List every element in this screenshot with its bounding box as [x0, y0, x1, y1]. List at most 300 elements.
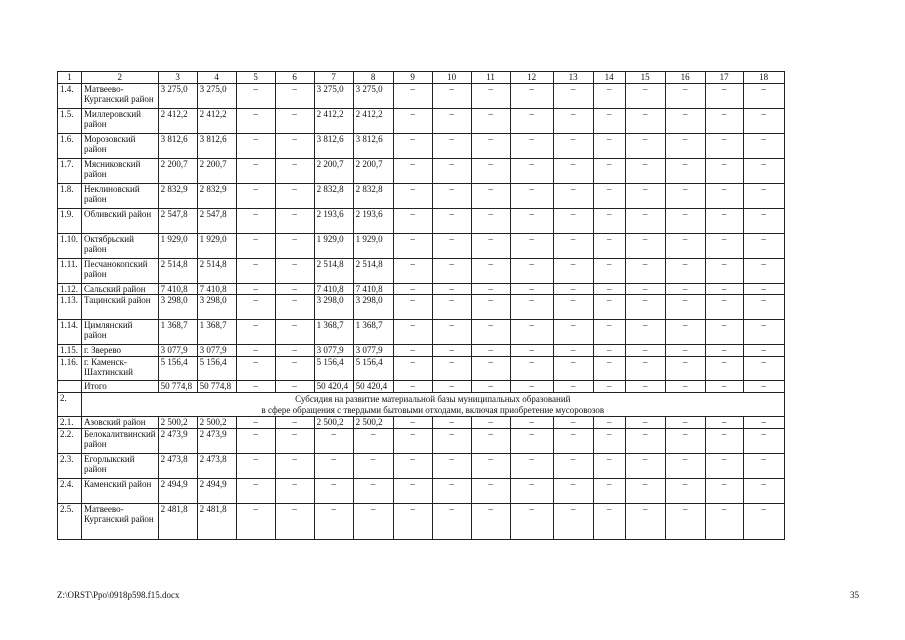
value-cell: 1 368,7 — [353, 320, 393, 345]
value-cell: 3 077,9 — [314, 345, 353, 357]
value-cell: – — [432, 209, 471, 234]
value-cell: – — [743, 84, 784, 109]
value-cell: – — [665, 234, 705, 259]
value-cell: 2 193,6 — [353, 209, 393, 234]
value-cell: – — [593, 159, 625, 184]
footer-page-number: 35 — [850, 590, 859, 600]
value-cell: – — [743, 381, 784, 393]
value-cell: – — [743, 184, 784, 209]
value-cell: – — [432, 357, 471, 381]
value-cell: – — [275, 134, 314, 159]
row-name: Итого — [82, 381, 159, 393]
row-name: Егорлыкский район — [82, 454, 159, 479]
table-row — [58, 209, 785, 234]
value-cell: – — [510, 209, 553, 234]
value-cell: – — [275, 345, 314, 357]
value-cell: – — [510, 84, 553, 109]
value-cell: – — [471, 84, 510, 109]
value-cell: 2 200,7 — [353, 159, 393, 184]
value-cell: – — [593, 234, 625, 259]
value-cell: – — [510, 134, 553, 159]
value-cell: 2 473,9 — [197, 429, 236, 454]
value-cell: 2 200,7 — [158, 159, 197, 184]
value-cell: – — [432, 134, 471, 159]
table-row — [58, 134, 785, 159]
value-cell: – — [432, 429, 471, 454]
value-cell: 3 812,6 — [197, 134, 236, 159]
value-cell: – — [236, 345, 275, 357]
value-cell: – — [393, 109, 432, 134]
value-cell: – — [665, 454, 705, 479]
value-cell: 50 420,4 — [314, 381, 353, 393]
value-cell: – — [432, 184, 471, 209]
table-row — [58, 109, 785, 134]
value-cell: – — [275, 295, 314, 320]
value-cell: – — [743, 284, 784, 295]
header-cell: 12 — [510, 72, 553, 84]
value-cell: 3 812,6 — [158, 134, 197, 159]
value-cell: – — [553, 429, 593, 454]
value-cell: – — [743, 345, 784, 357]
value-cell: 7 410,8 — [314, 284, 353, 295]
value-cell: 2 500,2 — [353, 417, 393, 429]
value-cell: – — [625, 209, 665, 234]
value-cell: – — [353, 504, 393, 540]
section-number: 2. — [58, 393, 82, 417]
value-cell: 2 200,7 — [314, 159, 353, 184]
value-cell: – — [471, 381, 510, 393]
row-name: Матвеево-Курганский район — [82, 504, 159, 540]
value-cell: 2 193,6 — [314, 209, 353, 234]
value-cell: 2 481,8 — [158, 504, 197, 540]
row-number: 1.11. — [58, 259, 82, 284]
value-cell: – — [553, 184, 593, 209]
value-cell: 3 298,0 — [158, 295, 197, 320]
value-cell: – — [236, 381, 275, 393]
header-cell: 1 — [58, 72, 82, 84]
value-cell: – — [743, 259, 784, 284]
value-cell: – — [743, 479, 784, 504]
value-cell: – — [665, 429, 705, 454]
value-cell: – — [353, 454, 393, 479]
value-cell: – — [236, 454, 275, 479]
value-cell: – — [275, 417, 314, 429]
value-cell: 2 832,8 — [314, 184, 353, 209]
value-cell: – — [665, 504, 705, 540]
section-title — [82, 393, 785, 417]
value-cell: – — [471, 504, 510, 540]
row-number: 1.9. — [58, 209, 82, 234]
value-cell: 1 929,0 — [353, 234, 393, 259]
value-cell: – — [705, 429, 743, 454]
value-cell: 3 275,0 — [197, 84, 236, 109]
value-cell: – — [471, 259, 510, 284]
header-cell: 8 — [353, 72, 393, 84]
value-cell: – — [393, 84, 432, 109]
value-cell: 3 275,0 — [158, 84, 197, 109]
header-cell: 6 — [275, 72, 314, 84]
value-cell: – — [393, 357, 432, 381]
value-cell: – — [593, 429, 625, 454]
table-row — [58, 159, 785, 184]
value-cell: – — [625, 109, 665, 134]
value-cell: – — [553, 479, 593, 504]
value-cell: – — [553, 381, 593, 393]
value-cell: 1 929,0 — [158, 234, 197, 259]
value-cell: – — [510, 417, 553, 429]
value-cell: – — [510, 109, 553, 134]
value-cell: 3 298,0 — [353, 295, 393, 320]
value-cell: 2 832,9 — [197, 184, 236, 209]
section-title-line1: Субсидия на развитие материальной базы муниципальных образований — [295, 394, 571, 404]
value-cell: – — [471, 357, 510, 381]
value-cell: – — [665, 345, 705, 357]
value-cell: – — [705, 84, 743, 109]
value-cell: – — [625, 504, 665, 540]
value-cell: – — [743, 504, 784, 540]
data-table — [57, 71, 785, 540]
value-cell: 2 514,8 — [158, 259, 197, 284]
table-row — [58, 295, 785, 320]
value-cell: – — [471, 134, 510, 159]
value-cell: – — [743, 134, 784, 159]
value-cell: – — [275, 479, 314, 504]
section-header-row — [58, 393, 785, 417]
header-cell: 13 — [553, 72, 593, 84]
value-cell: – — [705, 381, 743, 393]
row-number: 2.1. — [58, 417, 82, 429]
row-number: 1.4. — [58, 84, 82, 109]
value-cell: – — [275, 159, 314, 184]
row-number: 1.8. — [58, 184, 82, 209]
row-name: г. Зверево — [82, 345, 159, 357]
value-cell: – — [625, 284, 665, 295]
value-cell: 3 077,9 — [197, 345, 236, 357]
value-cell: – — [743, 159, 784, 184]
value-cell: – — [236, 84, 275, 109]
value-cell: – — [593, 504, 625, 540]
value-cell: – — [314, 479, 353, 504]
value-cell: – — [705, 417, 743, 429]
value-cell: – — [393, 259, 432, 284]
value-cell: – — [705, 504, 743, 540]
value-cell: – — [625, 381, 665, 393]
row-number: 1.13. — [58, 295, 82, 320]
value-cell: – — [665, 381, 705, 393]
value-cell: 2 514,8 — [314, 259, 353, 284]
row-name: Мясниковский район — [82, 159, 159, 184]
value-cell: – — [705, 259, 743, 284]
value-cell: – — [705, 159, 743, 184]
value-cell: – — [510, 159, 553, 184]
value-cell: – — [432, 345, 471, 357]
value-cell: – — [553, 159, 593, 184]
row-name: Октябрьский район — [82, 234, 159, 259]
value-cell: – — [553, 504, 593, 540]
value-cell: – — [553, 209, 593, 234]
value-cell: – — [510, 429, 553, 454]
value-cell: – — [471, 109, 510, 134]
value-cell: – — [471, 159, 510, 184]
header-cell: 7 — [314, 72, 353, 84]
value-cell: 2 832,8 — [353, 184, 393, 209]
value-cell: – — [471, 345, 510, 357]
value-cell: – — [236, 234, 275, 259]
value-cell: – — [393, 417, 432, 429]
value-cell: – — [432, 234, 471, 259]
row-name: Матвеево-Курганский район — [82, 84, 159, 109]
value-cell: – — [705, 295, 743, 320]
value-cell: 3 275,0 — [353, 84, 393, 109]
value-cell: – — [625, 295, 665, 320]
value-cell: – — [665, 184, 705, 209]
footer-file-path: Z:\ORST\Ppo\0918p598.f15.docx — [57, 590, 180, 600]
value-cell: – — [665, 134, 705, 159]
value-cell: – — [625, 84, 665, 109]
value-cell: 7 410,8 — [353, 284, 393, 295]
value-cell: – — [553, 357, 593, 381]
value-cell: – — [625, 479, 665, 504]
row-number — [58, 381, 82, 393]
value-cell: – — [393, 345, 432, 357]
value-cell: – — [743, 454, 784, 479]
row-number: 2.3. — [58, 454, 82, 479]
value-cell: – — [432, 320, 471, 345]
value-cell: – — [275, 381, 314, 393]
value-cell: – — [236, 134, 275, 159]
value-cell: – — [393, 295, 432, 320]
value-cell: – — [743, 109, 784, 134]
value-cell: – — [275, 284, 314, 295]
value-cell: 2 200,7 — [197, 159, 236, 184]
value-cell: – — [314, 504, 353, 540]
row-name: Азовский район — [82, 417, 159, 429]
value-cell: – — [236, 184, 275, 209]
value-cell: – — [510, 284, 553, 295]
value-cell: – — [625, 259, 665, 284]
value-cell: – — [510, 259, 553, 284]
value-cell: – — [705, 320, 743, 345]
value-cell: 50 420,4 — [353, 381, 393, 393]
value-cell: – — [236, 357, 275, 381]
row-number: 1.7. — [58, 159, 82, 184]
value-cell: – — [553, 109, 593, 134]
value-cell: – — [553, 417, 593, 429]
value-cell: – — [553, 284, 593, 295]
value-cell: 2 494,9 — [197, 479, 236, 504]
row-number: 1.16. — [58, 357, 82, 381]
value-cell: 5 156,4 — [353, 357, 393, 381]
row-number: 1.12. — [58, 284, 82, 295]
header-row — [58, 72, 785, 84]
table-row — [58, 84, 785, 109]
value-cell: – — [393, 209, 432, 234]
value-cell: – — [593, 184, 625, 209]
value-cell: – — [665, 357, 705, 381]
value-cell: – — [471, 320, 510, 345]
value-cell: – — [510, 320, 553, 345]
value-cell: – — [275, 357, 314, 381]
value-cell: – — [471, 417, 510, 429]
value-cell: – — [275, 504, 314, 540]
table-row — [58, 504, 785, 540]
value-cell: – — [275, 84, 314, 109]
value-cell: – — [705, 209, 743, 234]
value-cell: – — [665, 295, 705, 320]
value-cell: – — [743, 234, 784, 259]
value-cell: – — [705, 234, 743, 259]
row-name: Каменский район — [82, 479, 159, 504]
row-name: Песчанокопский район — [82, 259, 159, 284]
value-cell: – — [432, 417, 471, 429]
value-cell: 2 473,9 — [158, 429, 197, 454]
value-cell: – — [510, 295, 553, 320]
value-cell: – — [705, 479, 743, 504]
value-cell: – — [593, 357, 625, 381]
value-cell: – — [236, 109, 275, 134]
value-cell: 50 774,8 — [158, 381, 197, 393]
value-cell: – — [393, 134, 432, 159]
header-cell: 9 — [393, 72, 432, 84]
value-cell: – — [275, 429, 314, 454]
value-cell: 3 812,6 — [314, 134, 353, 159]
value-cell: – — [236, 209, 275, 234]
value-cell: – — [471, 295, 510, 320]
table-row — [58, 259, 785, 284]
value-cell: – — [593, 320, 625, 345]
value-cell: – — [510, 345, 553, 357]
value-cell: – — [593, 345, 625, 357]
value-cell: – — [665, 417, 705, 429]
value-cell: – — [553, 454, 593, 479]
value-cell: 3 077,9 — [158, 345, 197, 357]
value-cell: – — [275, 320, 314, 345]
section-title-line2: в сфере обращения с твердыми бытовыми отходами, включая приобретение мусоровозов — [261, 405, 605, 415]
value-cell: – — [393, 320, 432, 345]
row-number: 2.5. — [58, 504, 82, 540]
value-cell: – — [471, 429, 510, 454]
value-cell: 50 774,8 — [197, 381, 236, 393]
table-row — [58, 184, 785, 209]
value-cell: 5 156,4 — [314, 357, 353, 381]
value-cell: – — [743, 429, 784, 454]
value-cell: – — [665, 479, 705, 504]
value-cell: – — [625, 134, 665, 159]
value-cell: – — [393, 284, 432, 295]
value-cell: – — [705, 184, 743, 209]
value-cell: – — [353, 479, 393, 504]
value-cell: 1 929,0 — [314, 234, 353, 259]
value-cell: – — [705, 454, 743, 479]
value-cell: 2 412,2 — [314, 109, 353, 134]
value-cell: – — [593, 84, 625, 109]
value-cell: 2 500,2 — [158, 417, 197, 429]
value-cell: 2 500,2 — [197, 417, 236, 429]
row-name: Миллеровский район — [82, 109, 159, 134]
row-number: 1.6. — [58, 134, 82, 159]
value-cell: – — [625, 357, 665, 381]
value-cell: – — [236, 417, 275, 429]
value-cell: – — [432, 159, 471, 184]
row-name: Белокалитвинский район — [82, 429, 159, 454]
row-name: Цимлянский район — [82, 320, 159, 345]
value-cell: – — [432, 284, 471, 295]
value-cell: – — [625, 184, 665, 209]
value-cell: – — [665, 259, 705, 284]
value-cell: – — [393, 479, 432, 504]
row-name: Тацинский район — [82, 295, 159, 320]
table-row — [58, 429, 785, 454]
value-cell: – — [393, 429, 432, 454]
value-cell: – — [593, 109, 625, 134]
value-cell: 2 412,2 — [353, 109, 393, 134]
value-cell: – — [553, 259, 593, 284]
value-cell: – — [236, 295, 275, 320]
value-cell: 1 368,7 — [314, 320, 353, 345]
table-row — [58, 234, 785, 259]
value-cell: – — [471, 234, 510, 259]
value-cell: – — [471, 209, 510, 234]
value-cell: – — [510, 504, 553, 540]
value-cell: 1 368,7 — [197, 320, 236, 345]
value-cell: – — [593, 454, 625, 479]
value-cell: 2 500,2 — [314, 417, 353, 429]
value-cell: – — [275, 234, 314, 259]
value-cell: – — [625, 417, 665, 429]
value-cell: – — [743, 357, 784, 381]
value-cell: – — [432, 381, 471, 393]
value-cell: – — [553, 84, 593, 109]
row-number: 1.5. — [58, 109, 82, 134]
value-cell: – — [593, 134, 625, 159]
value-cell: – — [510, 381, 553, 393]
header-cell: 17 — [705, 72, 743, 84]
value-cell: – — [432, 454, 471, 479]
row-number: 2.4. — [58, 479, 82, 504]
value-cell: – — [743, 209, 784, 234]
value-cell: – — [593, 295, 625, 320]
value-cell: – — [593, 417, 625, 429]
value-cell: 2 473,8 — [158, 454, 197, 479]
value-cell: – — [553, 345, 593, 357]
value-cell: – — [665, 159, 705, 184]
value-cell: 3 298,0 — [197, 295, 236, 320]
value-cell: 3 275,0 — [314, 84, 353, 109]
table-row — [58, 320, 785, 345]
value-cell: 3 298,0 — [314, 295, 353, 320]
value-cell: – — [625, 234, 665, 259]
value-cell: – — [510, 479, 553, 504]
value-cell: – — [275, 454, 314, 479]
table-row — [58, 357, 785, 381]
value-cell: 2 547,8 — [197, 209, 236, 234]
value-cell: – — [553, 295, 593, 320]
value-cell: – — [275, 209, 314, 234]
value-cell: – — [393, 159, 432, 184]
value-cell: – — [625, 454, 665, 479]
value-cell: – — [236, 504, 275, 540]
value-cell: – — [593, 259, 625, 284]
value-cell: – — [625, 320, 665, 345]
value-cell: – — [593, 209, 625, 234]
value-cell: 1 368,7 — [158, 320, 197, 345]
value-cell: – — [236, 429, 275, 454]
value-cell: – — [393, 454, 432, 479]
table-row — [58, 479, 785, 504]
value-cell: – — [553, 320, 593, 345]
value-cell: 2 547,8 — [158, 209, 197, 234]
value-cell: – — [275, 184, 314, 209]
